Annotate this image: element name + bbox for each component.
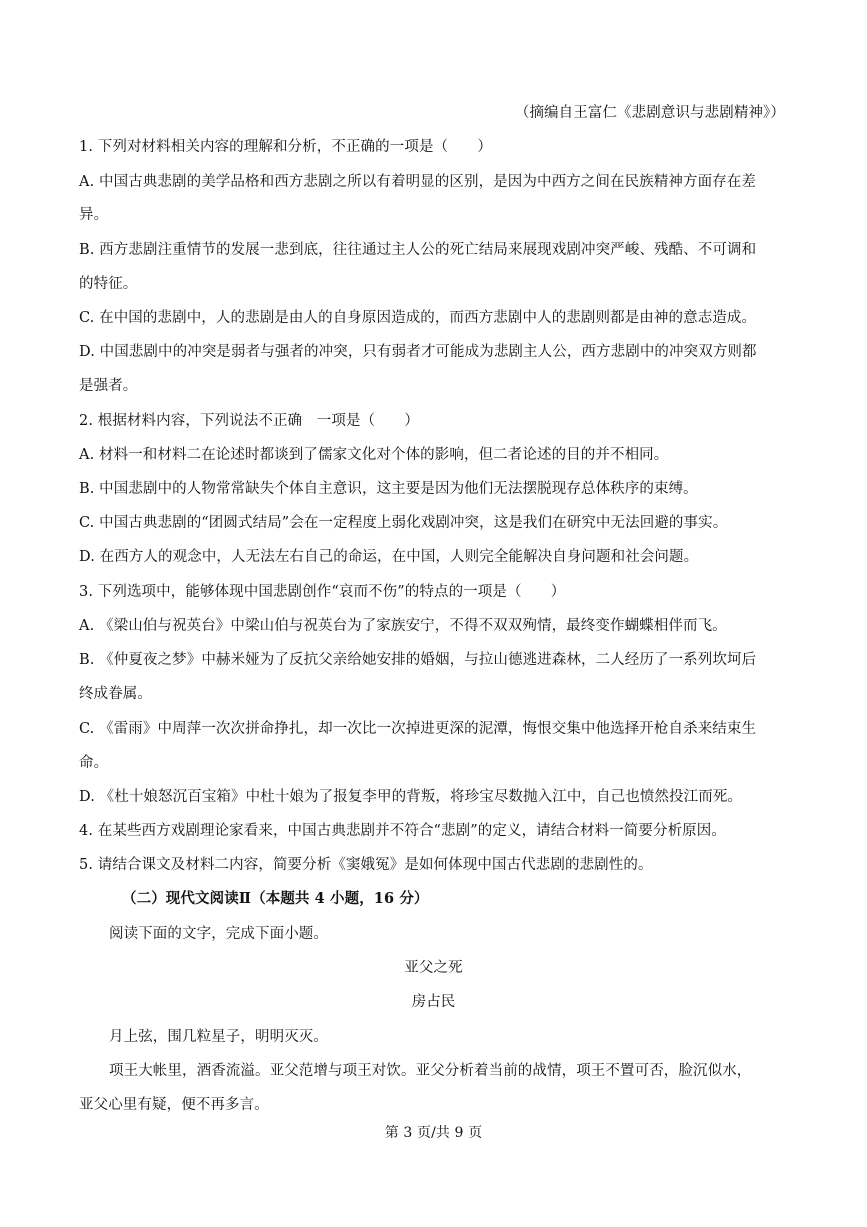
question-3-option-d: D. 《杜十娘怒沉百宝箱》中杜十娘为了报复李甲的背叛，将珍宝尽数抛入江中，自己也愤然投江而死。: [79, 789, 743, 805]
story-title: 亚父之死: [404, 960, 463, 976]
source-citation: （摘编自王富仁《悲剧意识与悲剧精神》）: [514, 105, 785, 121]
question-1-stem: 1. 下列对材料相关内容的理解和分析，不正确的一项是（ ）: [79, 139, 492, 155]
question-3-option-c-line-1: C. 《雷雨》中周萍一次次拼命挣扎，却一次比一次掉进更深的泥潭，悔恨交集中他选择开枪自杀来结束生: [79, 721, 757, 737]
question-2-option-d: D. 在西方人的观念中，人无法左右自己的命运，在中国，人则完全能解决自身问题和社会问题。: [79, 549, 699, 565]
question-1-option-c: C. 在中国的悲剧中，人的悲剧是由人的自身原因造成的，而西方悲剧中人的悲剧则都是由神的意志造成。: [79, 310, 757, 326]
question-1-option-a-line-1: A. 中国古典悲剧的美学品格和西方悲剧之所以有着明显的区别，是因为中西方之间在民族精神方面存在差: [79, 174, 756, 190]
story-paragraph-2-line-1: 项王大帐里，酒香流溢。亚父范增与项王对饮。亚父分析着当前的战情，项王不置可否，脸沉似水，: [109, 1063, 752, 1079]
page-number-footer: 第 3 页/共 9 页: [384, 1125, 483, 1141]
question-1-option-d-line-1: D. 中国悲剧中的冲突是弱者与强者的冲突，只有弱者才可能成为悲剧主人公，西方悲剧中的冲突双方则都: [79, 344, 757, 360]
question-1-option-b-line-1: B. 西方悲剧注重情节的发展一悲到底，往往通过主人公的死亡结局来展现戏剧冲突严峻、残酷、不可调和: [79, 242, 757, 258]
question-2-stem: 2. 根据材料内容，下列说法不正确 一项是（ ）: [79, 413, 419, 429]
question-2-option-a: A. 材料一和材料二在论述时都谈到了儒家文化对个体的影响，但二者论述的目的并不相同。: [79, 447, 669, 463]
question-4: 4. 在某些西方戏剧理论家看来，中国古典悲剧并不符合“悲剧”的定义，请结合材料一简要分析原因。: [79, 823, 726, 839]
question-3-option-b-line-2: 终成眷属。: [79, 686, 152, 702]
question-1-option-b-line-2: 的特征。: [79, 276, 138, 292]
question-1-option-a-line-2: 异。: [79, 207, 109, 223]
question-3-option-b-line-1: B. 《仲夏夜之梦》中赫米娅为了反抗父亲给她安排的婚姻，与拉山德逃进森林，二人经历了一系列坎坷后: [79, 652, 757, 668]
question-1-option-d-line-2: 是强者。: [79, 378, 138, 394]
question-2-option-b: B. 中国悲剧中的人物常常缺失个体自主意识，这主要是因为他们无法摆脱现存总体秩序的束缚。: [79, 481, 698, 497]
section-2-heading: （二）现代文阅读Ⅱ（本题共 4 小题，16 分）: [122, 890, 429, 907]
question-3-option-c-line-2: 命。: [79, 755, 109, 771]
question-5: 5. 请结合课文及材料二内容，简要分析《窦娥冤》是如何体现中国古代悲剧的悲剧性的。: [79, 857, 653, 873]
story-paragraph-1: 月上弦，围几粒星子，明明灭灭。: [109, 1029, 328, 1045]
section-2-instruction: 阅读下面的文字，完成下面小题。: [109, 926, 328, 942]
question-3-option-a: A. 《梁山伯与祝英台》中梁山伯与祝英台为了家族安宁，不得不双双殉情，最终变作蝴蝶相伴而飞。: [79, 618, 727, 634]
story-author: 房占民: [411, 994, 456, 1010]
question-2-option-c: C. 中国古典悲剧的“团圆式结局”会在一定程度上弱化戏剧冲突，这是我们在研究中无法回避的事实。: [79, 515, 728, 531]
story-paragraph-2-line-2: 亚父心里有疑，便不再多言。: [79, 1097, 269, 1113]
question-3-stem: 3. 下列选项中，能够体现中国悲剧创作“哀而不伤”的特点的一项是（ ）: [79, 584, 566, 600]
